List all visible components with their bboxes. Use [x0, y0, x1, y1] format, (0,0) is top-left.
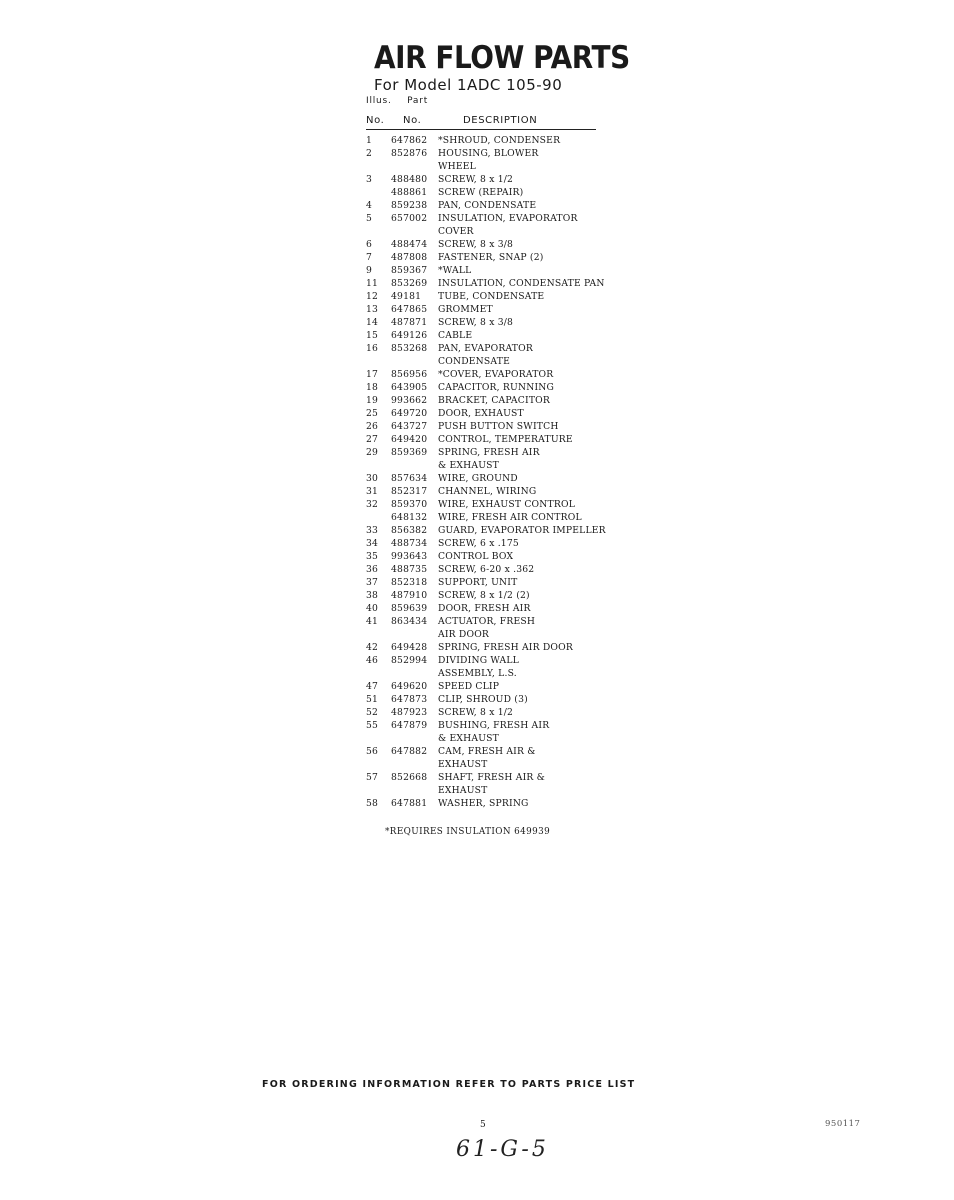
illus-number: 47	[366, 681, 379, 692]
part-number: 643727	[391, 421, 428, 432]
part-description: ASSEMBLY, L.S.	[438, 668, 517, 679]
part-description: SCREW, 8 x 3/8	[438, 317, 514, 328]
part-description: EXHAUST	[438, 759, 488, 770]
part-number: 488474	[391, 239, 428, 250]
parts-row	[366, 381, 636, 394]
part-number: 859238	[391, 200, 428, 211]
part-description: *WALL	[438, 265, 472, 276]
parts-row	[366, 264, 636, 277]
parts-row	[366, 329, 636, 342]
parts-row	[366, 342, 636, 355]
part-number: 647882	[391, 746, 428, 757]
part-description: CLIP, SHROUD (3)	[438, 694, 528, 705]
part-description: CONTROL BOX	[438, 551, 514, 562]
illus-number	[366, 628, 391, 641]
parts-row	[366, 212, 636, 225]
part-number: 657002	[391, 213, 428, 224]
illus-number: 4	[366, 200, 373, 211]
part-number: 487808	[391, 252, 428, 263]
part-number	[391, 758, 438, 771]
part-number: 487910	[391, 590, 428, 601]
part-number: 647873	[391, 694, 428, 705]
part-number: 649720	[391, 408, 428, 419]
part-number: 488735	[391, 564, 428, 575]
illus-number: 40	[366, 603, 379, 614]
illus-number: 35	[366, 551, 379, 562]
illus-number	[366, 186, 391, 199]
part-description: SCREW, 6 x .175	[438, 538, 519, 549]
part-number: 856956	[391, 369, 428, 380]
illus-number: 1	[366, 135, 373, 146]
illus-number: 33	[366, 525, 379, 536]
parts-row	[366, 589, 636, 602]
illus-number: 16	[366, 343, 379, 354]
illus-number: 30	[366, 473, 379, 484]
illus-number: 3	[366, 174, 373, 185]
part-description: SCREW, 8 x 1/2 (2)	[438, 590, 530, 601]
illus-number: 55	[366, 720, 379, 731]
part-number	[391, 225, 438, 238]
part-number	[391, 667, 438, 680]
part-description: SCREW, 6-20 x .362	[438, 564, 535, 575]
part-description: CHANNEL, WIRING	[438, 486, 537, 497]
part-number: 853269	[391, 278, 428, 289]
parts-row	[366, 758, 636, 771]
illus-number: 58	[366, 798, 379, 809]
illus-number	[366, 667, 391, 680]
part-description: DOOR, FRESH AIR	[438, 603, 531, 614]
parts-row	[366, 173, 636, 186]
part-description: ACTUATOR, FRESH	[438, 616, 536, 627]
part-description: PUSH BUTTON SWITCH	[438, 421, 559, 432]
part-number: 643905	[391, 382, 428, 393]
illus-number: 42	[366, 642, 379, 653]
part-description: CAPACITOR, RUNNING	[438, 382, 555, 393]
illus-number: 52	[366, 707, 379, 718]
part-description: SCREW, 8 x 1/2	[438, 174, 514, 185]
parts-row	[366, 303, 636, 316]
part-description: WASHER, SPRING	[438, 798, 529, 809]
illus-number: 29	[366, 447, 379, 458]
parts-row	[366, 706, 636, 719]
parts-row	[366, 732, 636, 745]
parts-list	[366, 134, 636, 810]
parts-row	[366, 511, 636, 524]
illus-number: 46	[366, 655, 379, 666]
part-description: CABLE	[438, 330, 473, 341]
part-number: 488480	[391, 174, 428, 185]
parts-row	[366, 238, 636, 251]
part-description: FASTENER, SNAP (2)	[438, 252, 544, 263]
parts-row	[366, 615, 636, 628]
parts-row	[366, 498, 636, 511]
illus-number: 41	[366, 616, 379, 627]
parts-row	[366, 459, 636, 472]
parts-row	[366, 472, 636, 485]
part-number: 852876	[391, 148, 428, 159]
part-number	[391, 459, 438, 472]
part-number: 649428	[391, 642, 428, 653]
parts-row	[366, 667, 636, 680]
parts-row	[366, 784, 636, 797]
part-number: 863434	[391, 616, 428, 627]
illus-number: 13	[366, 304, 379, 315]
parts-row	[366, 680, 636, 693]
part-number: 487871	[391, 317, 428, 328]
model-subtitle: For Model 1ADC 105-90	[374, 76, 563, 94]
parts-row	[366, 693, 636, 706]
part-number: 857634	[391, 473, 428, 484]
illus-number: 37	[366, 577, 379, 588]
illus-number	[366, 160, 391, 173]
part-description: SCREW (REPAIR)	[438, 187, 524, 198]
parts-row	[366, 407, 636, 420]
illus-number: 36	[366, 564, 379, 575]
part-description: DIVIDING WALL	[438, 655, 519, 666]
part-description: SPEED CLIP	[438, 681, 500, 692]
part-number	[391, 784, 438, 797]
part-description: *COVER, EVAPORATOR	[438, 369, 554, 380]
part-description: WIRE, FRESH AIR CONTROL	[438, 512, 582, 523]
header-no-part: No.	[403, 115, 422, 126]
parts-row	[366, 485, 636, 498]
header-no-illus: No.	[366, 115, 385, 126]
illus-number: 27	[366, 434, 379, 445]
part-number: 488861	[391, 187, 428, 198]
part-description: SPRING, FRESH AIR DOOR	[438, 642, 573, 653]
illus-number: 38	[366, 590, 379, 601]
part-description: PAN, EVAPORATOR	[438, 343, 533, 354]
part-number: 859367	[391, 265, 428, 276]
part-number: 647865	[391, 304, 428, 315]
part-number: 853268	[391, 343, 428, 354]
parts-row	[366, 316, 636, 329]
parts-row	[366, 199, 636, 212]
illus-number	[366, 355, 391, 368]
parts-row	[366, 745, 636, 758]
part-description: GUARD, EVAPORATOR IMPELLER	[438, 525, 606, 536]
part-description: WIRE, GROUND	[438, 473, 518, 484]
illus-number: 25	[366, 408, 379, 419]
part-description: TUBE, CONDENSATE	[438, 291, 545, 302]
part-description: COVER	[438, 226, 474, 237]
parts-row	[366, 446, 636, 459]
illus-number	[366, 511, 391, 524]
parts-row	[366, 186, 636, 199]
part-number: 647881	[391, 798, 428, 809]
illus-number: 19	[366, 395, 379, 406]
column-header-row	[366, 113, 596, 130]
part-number: 649126	[391, 330, 428, 341]
part-description: GROMMET	[438, 304, 493, 315]
part-description: SCREW, 8 x 1/2	[438, 707, 514, 718]
part-number: 852668	[391, 772, 428, 783]
parts-row	[366, 771, 636, 784]
parts-row	[366, 797, 636, 810]
illus-number: 12	[366, 291, 379, 302]
parts-row	[366, 290, 636, 303]
illus-number: 9	[366, 265, 373, 276]
part-number: 856382	[391, 525, 428, 536]
illus-number: 17	[366, 369, 379, 380]
part-number: 649420	[391, 434, 428, 445]
part-description: AIR DOOR	[438, 629, 490, 640]
parts-row	[366, 602, 636, 615]
parts-row	[366, 563, 636, 576]
parts-row	[366, 550, 636, 563]
illus-number: 57	[366, 772, 379, 783]
part-description: DOOR, EXHAUST	[438, 408, 524, 419]
part-description: BRACKET, CAPACITOR	[438, 395, 550, 406]
part-description: HOUSING, BLOWER	[438, 148, 539, 159]
parts-row	[366, 147, 636, 160]
part-description: SPRING, FRESH AIR	[438, 447, 540, 458]
part-description: WIRE, EXHAUST CONTROL	[438, 499, 575, 510]
parts-row	[366, 160, 636, 173]
page-number: 5	[480, 1120, 486, 1130]
part-description: SCREW, 8 x 3/8	[438, 239, 514, 250]
illus-number: 11	[366, 278, 379, 289]
part-description: BUSHING, FRESH AIR	[438, 720, 550, 731]
part-number: 647879	[391, 720, 428, 731]
illus-number	[366, 225, 391, 238]
illus-number: 5	[366, 213, 373, 224]
part-number	[391, 355, 438, 368]
part-description: WHEEL	[438, 161, 476, 172]
part-number: 49181	[391, 291, 422, 302]
illus-number	[366, 459, 391, 472]
part-description: CONTROL, TEMPERATURE	[438, 434, 573, 445]
part-number: 487923	[391, 707, 428, 718]
illus-number: 56	[366, 746, 379, 757]
parts-row	[366, 134, 636, 147]
part-description: EXHAUST	[438, 785, 488, 796]
parts-row	[366, 355, 636, 368]
parts-row	[366, 641, 636, 654]
part-number: 852318	[391, 577, 428, 588]
part-number: 993643	[391, 551, 428, 562]
illus-number: 2	[366, 148, 373, 159]
parts-row	[366, 537, 636, 550]
illus-number: 26	[366, 421, 379, 432]
ordering-notice: FOR ORDERING INFORMATION REFER TO PARTS PRICE LIST	[262, 1079, 636, 1090]
parts-row	[366, 654, 636, 667]
part-number	[391, 628, 438, 641]
parts-row	[366, 251, 636, 264]
parts-row	[366, 394, 636, 407]
illus-number	[366, 758, 391, 771]
part-description: CONDENSATE	[438, 356, 510, 367]
part-number	[391, 732, 438, 745]
illus-number: 32	[366, 499, 379, 510]
part-number: 993662	[391, 395, 428, 406]
part-description: INSULATION, CONDENSATE PAN	[438, 278, 605, 289]
part-description: & EXHAUST	[438, 460, 499, 471]
part-number	[391, 160, 438, 173]
parts-row	[366, 420, 636, 433]
part-description: SUPPORT, UNIT	[438, 577, 518, 588]
part-number: 852317	[391, 486, 428, 497]
illus-number: 18	[366, 382, 379, 393]
part-description: SHAFT, FRESH AIR &	[438, 772, 546, 783]
parts-row	[366, 225, 636, 238]
illus-number: 51	[366, 694, 379, 705]
part-number: 859370	[391, 499, 428, 510]
parts-row	[366, 277, 636, 290]
parts-row	[366, 576, 636, 589]
parts-row	[366, 524, 636, 537]
header-description: DESCRIPTION	[463, 115, 538, 126]
part-description: CAM, FRESH AIR &	[438, 746, 536, 757]
part-description: PAN, CONDENSATE	[438, 200, 537, 211]
parts-row	[366, 433, 636, 446]
part-number: 648132	[391, 512, 428, 523]
document-code: 950117	[825, 1119, 861, 1129]
illus-number: 14	[366, 317, 379, 328]
header-part: Part	[407, 96, 429, 106]
illus-number	[366, 732, 391, 745]
parts-row	[366, 368, 636, 381]
illus-number: 15	[366, 330, 379, 341]
column-header-top	[366, 96, 428, 106]
part-description: INSULATION, EVAPORATOR	[438, 213, 578, 224]
illus-number: 31	[366, 486, 379, 497]
illus-number: 6	[366, 239, 373, 250]
illus-number: 7	[366, 252, 373, 263]
insulation-footnote: *REQUIRES INSULATION 649939	[385, 827, 551, 837]
parts-row	[366, 719, 636, 732]
illus-number: 34	[366, 538, 379, 549]
part-number: 859369	[391, 447, 428, 458]
parts-row	[366, 628, 636, 641]
part-number: 647862	[391, 135, 428, 146]
handwritten-reference: 61-G-5	[456, 1137, 549, 1162]
header-illus: Illus.	[366, 96, 392, 106]
part-description: *SHROUD, CONDENSER	[438, 135, 561, 146]
part-number: 649620	[391, 681, 428, 692]
part-description: & EXHAUST	[438, 733, 499, 744]
part-number: 488734	[391, 538, 428, 549]
page-title: AIR FLOW PARTS	[374, 40, 630, 76]
part-number: 859639	[391, 603, 428, 614]
part-number: 852994	[391, 655, 428, 666]
illus-number	[366, 784, 391, 797]
